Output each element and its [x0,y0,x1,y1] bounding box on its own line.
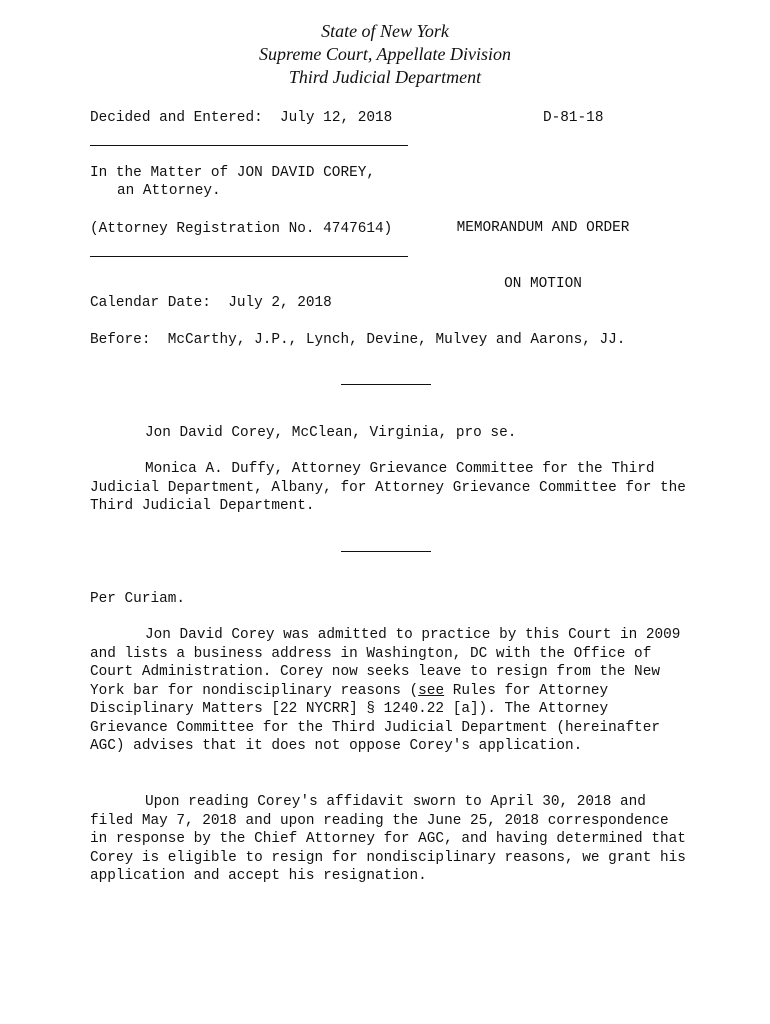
court-header [0,20,770,89]
matter-line-2: an Attorney. [117,183,221,199]
section-divider-2 [341,551,431,552]
caption-divider-top [90,145,408,146]
court-department: Third Judicial Department [288,67,482,87]
matter-line-1: In the Matter of JON DAVID COREY, [90,165,375,181]
appearance-respondent: Jon David Corey, McClean, Virginia, pro se. [145,425,517,441]
court-name: Supreme Court, Appellate Division [259,44,511,64]
calendar-value: July 2, 2018 [228,295,332,311]
registration-number: (Attorney Registration No. 4747614) [90,221,393,237]
order-title-line-1: MEMORANDUM AND ORDER [456,220,630,236]
decided-label: Decided and Entered: [90,110,263,126]
caption-divider-bottom [90,256,408,257]
opinion-paragraph-1-part-1: Jon David Corey was admitted to practice by this Court in 2009 and lists a business address in Washington, DC with the Office of Court Administration. Corey now seeks leave to resign from the New York bar for nondisciplinary reasons ( [90,627,681,699]
order-title [443,182,643,312]
decided-entered [90,109,392,128]
decided-date: July 12, 2018 [280,110,393,126]
per-curiam: Per Curiam. [90,591,185,607]
section-divider-1 [341,384,431,385]
citation-signal-see: see [418,682,445,699]
docket-number: D-81-18 [543,110,604,126]
calendar-date [90,294,332,313]
order-title-line-2: ON MOTION [504,275,582,292]
opinion-paragraph-1-part-2: Rules for Attorney Disciplinary Matters [22 NYCRR] § 1240.22 [a]). The Attorney Grievance Committee for the Third Judicial Department (hereinafter AGC) advises that it does not oppose Corey's application. [90,682,660,754]
opinion-paragraph-1 [90,626,690,756]
before-label: Before: [90,332,151,348]
calendar-label: Calendar Date: [90,295,211,311]
appearance-committee: Monica A. Duffy, Attorney Grievance Committee for the Third Judicial Department, Albany, for Attorney Grievance Committee for the Third Judicial Department. [90,461,686,514]
court-state: State of New York [321,21,449,41]
opinion-paragraph-2: Upon reading Corey's affidavit sworn to April 30, 2018 and filed May 7, 2018 and upon reading the June 25, 2018 correspondence in response by the Chief Attorney for AGC, and having determined that Corey is eligible to resign for nondisciplinary reasons, we grant his application and accept his resignation. [90,794,686,884]
judges-list: McCarthy, J.P., Lynch, Devine, Mulvey and Aarons, JJ. [167,332,626,348]
bench [90,331,625,350]
